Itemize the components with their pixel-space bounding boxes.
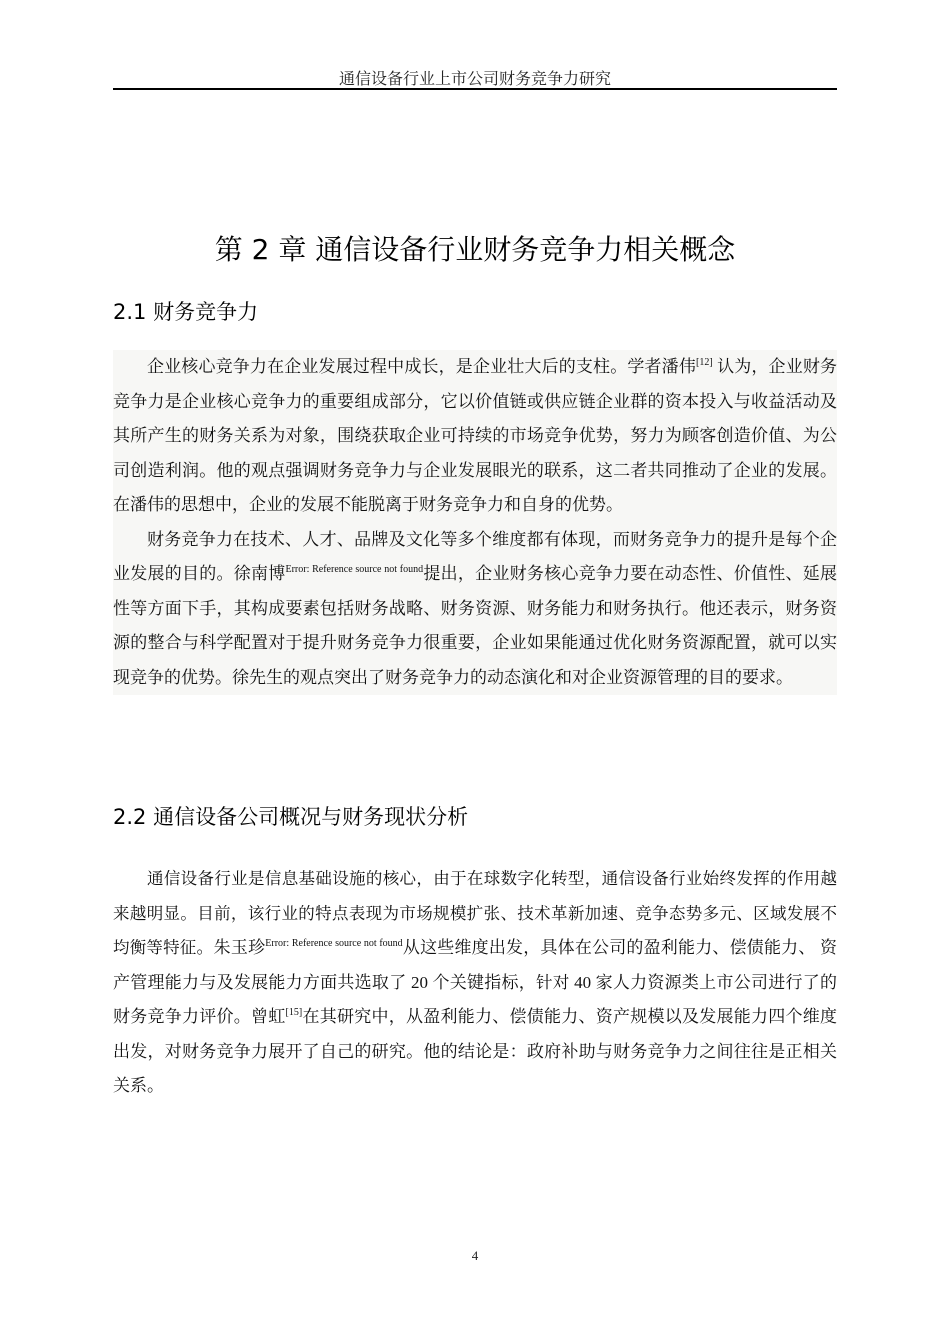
page-number: 4 <box>471 1248 479 1263</box>
citation-marker: Error: Reference source not found <box>285 564 424 575</box>
header-rule <box>113 88 837 90</box>
paragraph-text: 认为，企业财务竞争力是企业核心竞争力的重要组成部分，它以价值链或供应链企业群的资本投入与收益活动及其所产生的财务关系为对象，围绕获取企业可持续的市场竞争优势，努力为顾客创造价值、为公司创造利润。他的观点强调财务竞争力与企业发展眼光的联系，这二者共同推动了企业的发展。在潘伟的思想中，企业的发展不能脱离于财务竞争力和自身的优势。 <box>113 357 838 514</box>
paragraph <box>113 862 837 1104</box>
paragraph <box>113 350 837 523</box>
citation-marker: [12] <box>696 357 713 368</box>
section-2-1-body <box>113 350 837 695</box>
paragraph-text: 针对 <box>536 972 570 992</box>
paragraph-text: 通信设备行业是信息基础设施的核心，由于在球数字化转型，通信设备行业始终发挥的作用越来越明显。目前，该行业的特点表现为市场规模扩张、技术革新加速、竞争态势多元、区域发展不均衡等特征 <box>113 869 837 957</box>
section-heading-2-1: 2.1 财务竞争力 <box>113 300 259 324</box>
running-header: 通信设备行业上市公司财务竞争力研究 <box>338 71 611 88</box>
paragraph-text: 提出，企业财务核心竞争力要在动态性、价值性、延展性等方面下手，其构成要素包括财务战略、财务资源、财务能力和财务执行。他还表示，财务资源的整合与科学配置对于提升财务竞争力很重要，企业如果能通过优化财务资源配置，就可以实现竞争的优势。徐先生的观点突出了财务竞争力的动态演化和对企业资源管理的目的要求。 <box>113 564 838 687</box>
citation-marker: [15] <box>285 1007 303 1018</box>
chapter-title: 第 2 章 通信设备行业财务竞争力相关概念 <box>214 233 736 266</box>
paragraph-text: 。朱玉珍 <box>196 938 266 957</box>
paragraph <box>113 523 837 696</box>
paragraph-text: 在其研究中，从盈利能力、偿债能力、资产规模以及发展能力四个维度出发，对财务竞争力展开了自己的研究。他的结论是：政府补助与财务竞争力之间往往是正相关关系。 <box>113 1007 838 1095</box>
section-2-2-body <box>113 862 837 1104</box>
paragraph-text: 40 家人力资源类上市公司进行了的财务竞争力评价。曾虹 <box>113 972 838 1026</box>
paragraph-text: 财务竞争力在技术、人才、品牌及文化等多个维度都有体现，而财务竞争力的提升是每个企业发展的目的。徐南博 <box>113 529 837 583</box>
section-heading-2-2: 2.2 通信设备公司概况与财务现状分析 <box>113 805 469 829</box>
paragraph-text: 从这些维度出发，具体在公司的盈利能力、偿债能力、 资产管理能力与及发展能力方面共选取了 20 个关键指标， <box>113 938 838 992</box>
paragraph-text: 企业核心竞争力在企业发展过程中成长，是企业壮大后的支柱。学者潘伟 <box>147 357 696 376</box>
citation-marker: Error: Reference source not found <box>265 938 403 949</box>
